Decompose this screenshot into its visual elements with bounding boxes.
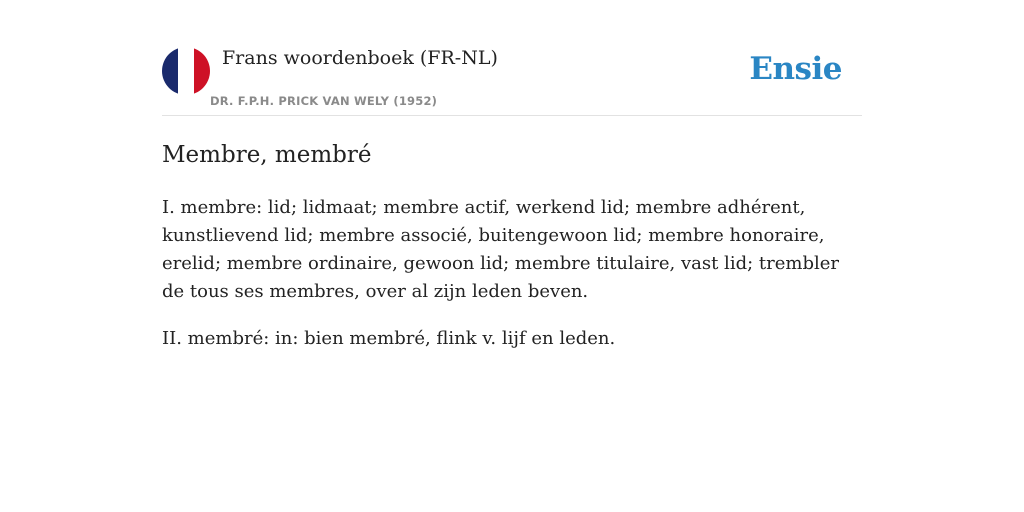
definition-2: II. membré: in: bien membré, flink v. lijf en leden. [162,328,616,349]
dictionary-header [162,40,862,116]
dictionary-entry-card [162,40,862,353]
dictionary-title: Frans woordenboek (FR-NL) [222,47,498,69]
france-flag-icon [162,47,210,95]
flag-stripe-red [194,47,210,95]
dictionary-author: DR. F.P.H. PRICK VAN WELY (1952) [210,94,438,108]
entry-title: Membre, membré [162,142,372,168]
ensie-logo-link[interactable]: Ensie [749,51,842,87]
definition-1: I. membre: lid; lidmaat; membre actif, werkend lid; membre adhérent, kunstlievend lid; membre associé, buitengewoon lid; membre honoraire, erelid; membre ordinaire, gewoon lid; membre titulaire, vast lid; trembler de tous ses membres, over al zijn leden beven. [162,197,839,302]
flag-stripe-white [178,47,194,95]
flag-stripe-blue [162,47,178,95]
